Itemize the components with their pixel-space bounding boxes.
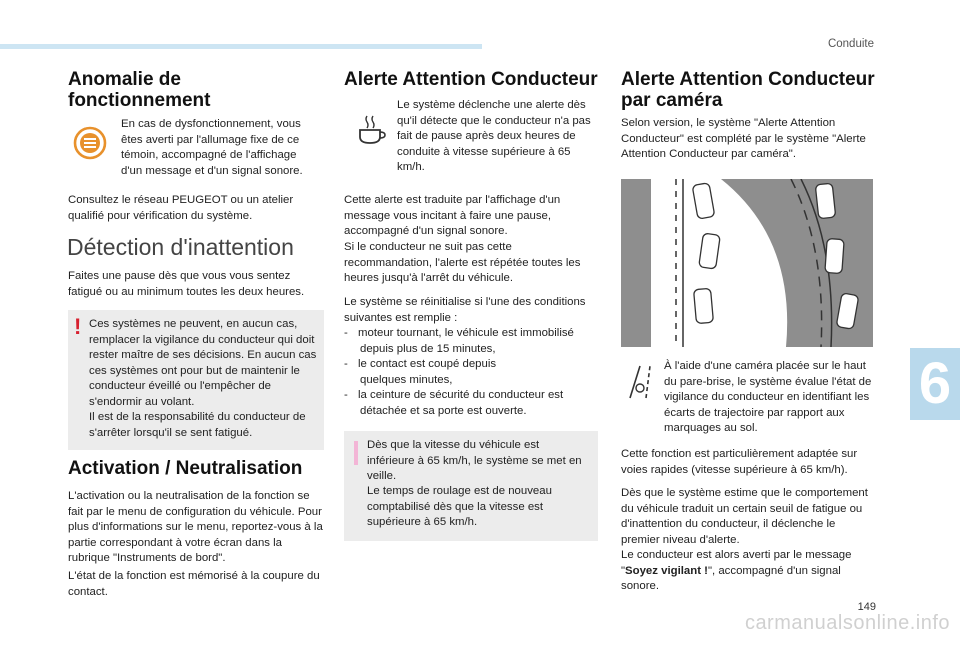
alerte-text-1: Cette alerte est traduite par l'affichage d'un message vous incitant à faire une pause, accompagné d'un signal sonore. (344, 194, 561, 237)
conditions-list (344, 326, 604, 419)
anomalie-text: En cas de dysfonctionnement, vous êtes averti par l'allumage fixe de ce témoin, accompagné de l'affichage d'un message et d'un signal sonore. (121, 118, 303, 177)
camera-lane-icon (626, 364, 658, 400)
chapter-number-tab: 6 (910, 348, 960, 420)
info-note-box (344, 431, 598, 541)
list-item: - la ceinture de sécurité du conducteur est détachée et sa porte est ouverte. (344, 389, 564, 417)
list-item: - le contact est coupé depuis quelques minutes, (344, 358, 497, 386)
detection-title: Détection d'inattention (67, 234, 294, 260)
alerte-text-2: Si le conducteur ne suit pas cette recommandation, l'alerte est répétée toutes les heures jusqu'à l'arrêt du véhicule. (344, 241, 581, 284)
lane-illustration (621, 179, 873, 347)
info-text-2: Le temps de roulage est de nouveau comptabilisé dès que la vitesse est supérieure à 65 km/h. (367, 485, 552, 528)
camera-intro-text: Selon version, le système "Alerte Attention Conducteur" est complété par le système "Alerte Attention Conducteur par caméra". (621, 117, 866, 160)
header-accent-bar (0, 44, 482, 49)
activation-title: Activation / Neutralisation (68, 458, 303, 479)
anomalie-consult-text: Consultez le réseau PEUGEOT ou un atelier qualifié pour vérification du système. (68, 194, 294, 222)
list-item: - moteur tournant, le véhicule est immobilisé depuis plus de 15 minutes, (344, 327, 574, 355)
page-number: 149 (857, 601, 876, 613)
detect-text-2: Le conducteur est alors averti par le message "Soyez vigilant !", accompagné d'un signal sonore. (621, 549, 852, 592)
activation-memo-text: L'état de la fonction est mémorisé à la coupure du contact. (68, 570, 320, 598)
warning-note-box (68, 310, 324, 450)
alerte-title: Alerte Attention Conducteur (344, 69, 598, 90)
camera-text: À l'aide d'une caméra placée sur le haut du pare-brise, le système évalue l'état de vigilance du conducteur en identifiant les écarts de trajectoire par rapport aux marquages au sol. (664, 360, 872, 434)
info-text-1: Dès que la vitesse du véhicule est inférieure à 65 km/h, le système se met en veille. (367, 439, 582, 482)
adapted-text: Cette fonction est particulièrement adaptée sur voies rapides (vitesse supérieure à 65 km/h). (621, 448, 858, 476)
reinit-text: Le système se réinitialise si l'une des conditions suivantes est remplie : (344, 296, 586, 324)
detection-text: Faites une pause dès que vous vous sentez fatigué ou au minimum toutes les deux heures. (68, 270, 305, 298)
chapter-title: Conduite (827, 38, 874, 50)
warning-text-2: Il est de la responsabilité du conducteur de s'arrêter lorsqu'il se sent fatigué. (89, 411, 306, 439)
alerte-intro-text: Le système déclenche une alerte dès qu'il détecte que le conducteur n'a pas fait de pause après deux heures de conduite à vitesse supérieure à 65 km/h. (397, 99, 591, 173)
detect-text-1: Dès que le système estime que le comportement du véhicule traduit un certain seuil de fatigue ou d'inattention du conducteur, il déclenche le premier niveau d'alerte. (621, 487, 868, 546)
warning-exclamation-icon: ! (74, 314, 82, 339)
coffee-cup-icon (354, 113, 388, 147)
activation-text: L'activation ou la neutralisation de la fonction se fait par le menu de configuration du véhicule. Pour plus d'informations sur le menu, reportez-vous à la partie correspondant à votre écran dans la rubrique "Instruments de bord". (68, 490, 323, 564)
watermark: carmanualsonline.info (744, 612, 950, 634)
info-icon (354, 441, 358, 465)
camera-title: Alerte Attention Conducteur par caméra (621, 69, 875, 111)
driver-alert-warning-icon (73, 126, 107, 160)
warning-text-1: Ces systèmes ne peuvent, en aucun cas, remplacer la vigilance du conducteur qui doit rester maître de ses décisions. En aucun cas ces systèmes ont pour but de maintenir le conducteur éveillé ou l'empêcher de s'endormir au volant. (89, 318, 317, 408)
anomalie-title: Anomalie de fonctionnement (68, 69, 211, 111)
